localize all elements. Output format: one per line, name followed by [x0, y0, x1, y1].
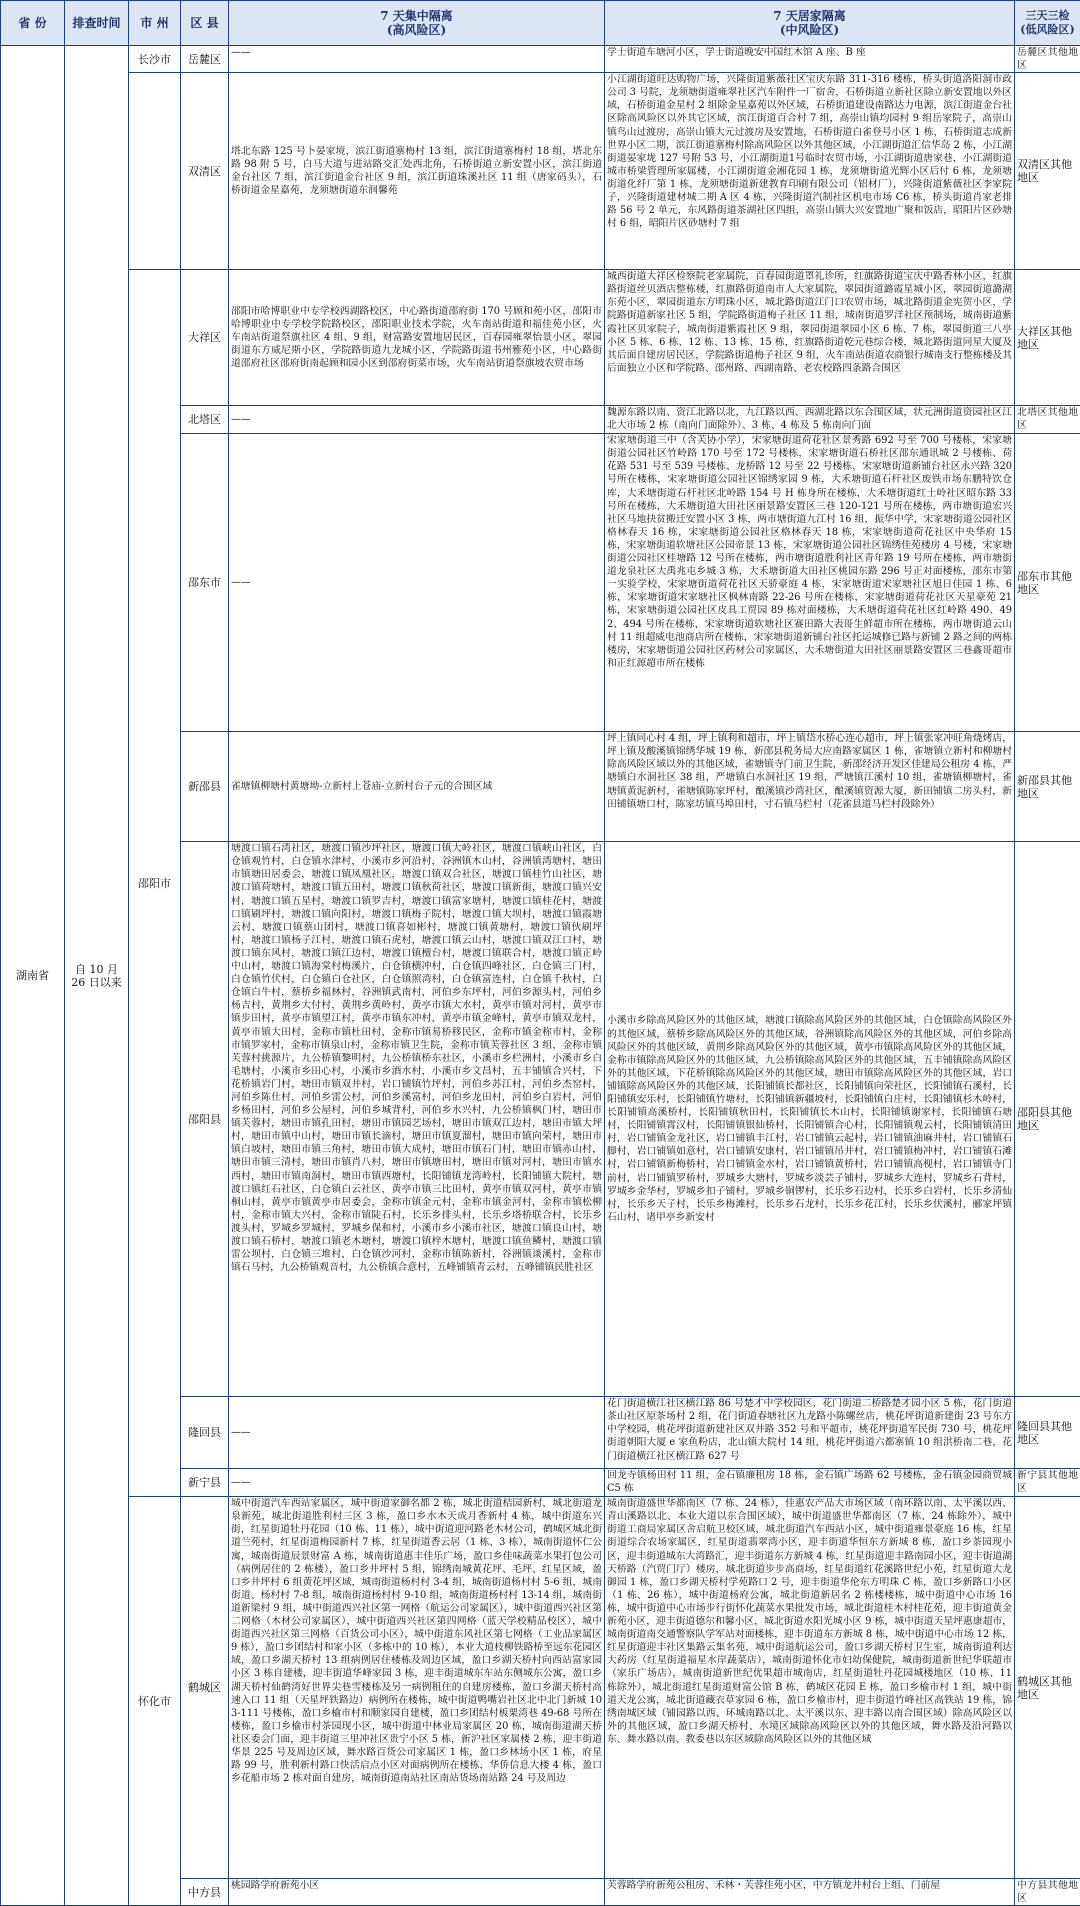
low-risk-cell: 新宁县其他地区 [1015, 1469, 1080, 1497]
high-risk-cell: 城中街道汽车西站家属区，城中街道家御名都 2 栋，城北街道桔园新村，城北街道龙泉新苑，城北街道胜利村三区 3 栋，盈口乡水木天成月香新村 4 栋，城中街道东兴街，红星街道牡丹花园（10 栋、11 栋），城中街道迎河路老木材公司，鹤城区城北街道兰苑村，红星街道梅园新村 7 栋，红星街道香云居（1 栋、3 栋），城南街道怀仁公寓，城南街道辰景财富 A 栋，城南街道惠丰佳乐广场，盈口乡佳味蔬菜水果打包公司（病例居住的 2 栋楼），盈口乡井坪村 5 组，锦绣南城黄花坪、毛坪、红星区域，盈口乡井坪村 6 组黄花坪区域，城南街道杨村村 3-4 组，城南街道杨村村 5-6 组，城南街道、杨村村 7-8 组，城南街道杨村村 9-10 组，城南街道杨村村 13-14 组，城南街道新梁村 9 组，城中街道西兴社区第一网格（航运公司家属区），城中街道西兴社区第二网格（木材公司家属区），城中街道西兴社区第四网格（蓝天学校精品校区），城中街道西兴社区第三网格（百货公司小区），城中街道东风社区第七网格（工业品家属区 9 栋），盈口乡团结村和家小区（多栋中的 10 栋），本业大道枝柳铁路桥至远东花园区域，盈口乡湖天桥村 13 组病例居住楼栋及周边区域，盈口乡湖天桥村向西站富家园小区 3 栋自建楼，迎丰街道华峰家园 3 栋，迎丰街道城东车站东侧城东公寓，盈口乡湖天桥村仙鹤湾好世界尖巷雪楼栋及另一病例租住的自建房楼栋，盈口乡湖天桥村高速入口 11 组（天星坪铁路边）病例所在楼栋，城中街道鸭嘴岩社区北中北门新城 103-111 号楼栋，盈口乡榆市村和顺家园自建楼，盈口乡团结村板栗湾巷 49-68 号所在楼栋，盈口乡榆市村茶园现小区，城中街道中林业局家属区 20 栋，城南街道湖天桥社区委会门面，迎丰街道三里冲社区贵宁小区 5 栋，新沪社区家属楼 2 栋，迎丰街道华景 225 号及周边区域，舞水路百货公司家属区 1 栋，盈口乡林场小区 1 栋，府星路 99 号，胜利新村路口快活启点小区对面病例所在楼栋，华侨信息大楼 4 栋，盈口乡花船市场 2 栋对面自建房，城南街道南站社区南站货场南站路 24 号及周边 [229, 1497, 605, 1879]
district-cell: 邵阳县 [181, 842, 229, 1397]
low-risk-cell: 新邵县其他地区 [1015, 732, 1080, 842]
district-cell: 新邵县 [181, 732, 229, 842]
district-cell: 双清区 [181, 73, 229, 270]
mid-risk-cell: 学士街道车塘河小区，学士街道晚安中国红木馆 A 座、B 座 [605, 46, 1015, 73]
low-risk-cell: 大祥区其他地区 [1015, 270, 1080, 406]
header-high-risk: 7 天集中隔离 (高风险区) [229, 1, 605, 46]
table-header-row [1, 1, 1080, 46]
district-cell: 邵东市 [181, 434, 229, 732]
high-risk-cell: 邵阳市哈博职业中专学校西湖路校区，中心路街道邵府街 170 号顾和苑小区，邵阳市哈博职业中专学校学院路校区，邵阳职业技术学院，火车南站街道和福佳苑小区，火车南站街道祭旗社区 4 组、9 组，财富路安置地居民区，百春园雍翠怡景小区，翠园街道东方威尼斯小区，学院路街道九龙城小区，学院路街道书州雅苑小区，中心路街道邵府社区邵府街南起顾和园小区到邵府街菜市场，火车南站街道祭旗坡农贸市场 [229, 270, 605, 406]
high-risk-cell: 雀塘镇柳塘村黄塘坳-立新村上苍庙-立新村台子元的合围区域 [229, 732, 605, 842]
province-cell: 湖南省 [1, 46, 65, 1906]
mid-risk-cell: 花门街道横江社区横江路 86 号楚才中学校园区，花门街道二桥路楚才园小区 5 栋，花门街道茶山社区原茶场村 2 组，花门街道春塘社区九龙路小陈螺丝店，桃花坪街道新建街 23 号东方中学校园，桃花坪街道新建社区双井路 352 号和平超市，桃花坪街道军民街 730 号，桃花坪街道朝阳大厦 e 家鱼粉店，北山镇大院村 14 组，桃花坪街道六都寨镇 10 组洪桥南二巷，花门街道横江社区横江路 627 号 [605, 1397, 1015, 1469]
header-district: 区 县 [181, 1, 229, 46]
district-cell: 鹤城区 [181, 1497, 229, 1879]
header-mid-risk: 7 天居家隔离 (中风险区) [605, 1, 1015, 46]
mid-risk-cell: 魏源东路以南、资江北路以北，九江路以西、西湖北路以东合围区域，状元洲街道资园社区江北大市场 2 栋（南向门面除外）、3 栋、4 栋及 5 栋南向门面 [605, 406, 1015, 434]
district-cell: 新宁县 [181, 1469, 229, 1497]
header-city: 市 州 [129, 1, 181, 46]
district-cell: 大祥区 [181, 270, 229, 406]
table-row [1, 73, 1080, 270]
city-cell: 邵阳市 [129, 270, 181, 1497]
high-risk-cell: 塔北东路 125 号卜晏家境，滨江街道寨梅村 13 组，滨江街道寨梅村 18 组，塔北东路 98 附 5 号，白马大道与进站路交汇处西北角，石桥街道立新安置小区，滨江街道金台社区 7 组，滨江街道金台社区 9 组，滨江街道珠溪社区 11 组（唐家码头），石桥街道金星嘉苑，龙须塘街道东润馨苑 [229, 73, 605, 270]
header-province: 省 份 [1, 1, 65, 46]
district-cell: 中方县 [181, 1879, 229, 1906]
high-risk-cell: —— [229, 1397, 605, 1469]
high-risk-cell: —— [229, 1469, 605, 1497]
city-cell: 长沙市 [129, 46, 181, 73]
high-risk-cell: 塘渡口镇石湾社区，塘渡口镇沙坪社区，塘渡口镇大岭社区，塘渡口镇峡山社区，白仓镇观竹村，白仓镇水津村，小溪市乡河沿村，谷洲镇木山村，谷洲镇湾塘村，塘田市镇塘田居委会，塘渡口镇凤凰社区，塘渡口镇双合社区，塘渡口镇桂竹山社区，塘渡口镇荷塘村，塘渡口镇五田村，塘渡口镇秋荷社区，塘渡口镇新街，塘渡口镇兴安村，塘渡口镇五星村，塘渡口镇罗吉村，塘渡口镇富家塘村，塘渡口镇桂花村，塘渡口镇刷坪村，塘渡口镇向阳村，塘渡口镇梅子院村，塘渡口镇大坝村，塘渡口镇霞塘云村，塘渡口镇蔡山团村，塘渡口镇喜如彬村，塘渡口镇黄塘村，塘渡口镇伙刷坪村，塘渡口镇杨子江村，塘渡口镇石虎村，塘渡口镇云山村，塘渡口镇双江口村，塘渡口镇东风村，塘渡口镇江边村，塘渡口镇檀台村，塘渡口镇联合村，塘渡口镇正岭中山村，塘渡口镇海棠村梅溪片，白仓镇横冲村，白仓镇四峰社区，白仓镇三门村，白仓镇竹伏村，白仓镇白仓社区，白仓镇照湾村，白仓镇富连村，白仓镇千秋村，白仓镇白牛村，蔡桥乡福林村，谷洲镇武南村，河伯乡东坪村，河伯乡源头村，河伯乡杨吉村，黄荆乡大付村，黄荆乡黄岭村，黄亭市镇大水村，黄亭市镇对河村，黄亭市镇步田村，黄亭市镇望江村，黄亭市镇东冲村，黄亭市镇金峰村，黄亭市镇双龙村，黄亭市镇大田村，金称市镇杜田村，金称市镇易桥移民区，金称市镇金称市村，金称市镇罗家村，金称市镇泉山村，金称市镇卫生院，金称市镇芙蓉社区 3 组，金称市镇芙蓉村挑源片，九公桥镇黎明村，九公桥镇桥东社区，小溪市乡栏洲村，小溪市乡白毛塘村，小溪市乡田心村，小溪市乡酒水村，小溪市乡文昌村，五丰铺镇合兴村，下花桥镇岩门村，塘田市镇双井村，岩口铺镇竹坪村，河伯乡苏江村，河伯乡杰窑村，河伯乡陈仕村，河伯乡雷公村，河伯乡溪富村，河伯乡龙田村，河伯乡白岩村，河伯乡杨田村，河伯乡公屋村，河伯乡城背村，河伯乡水兴村，九公桥镇枫门村，塘田市镇芙蓉村，塘田市镇孔田村，塘田市镇园艺场村，塘田市镇双江边村，塘田市镇大坪村，塘田市镇中山村，塘田市镇长滴村，塘田市镇夏溜村，塘田市镇向荣村，塘田市镇白坡村，塘田市镇三角村，塘田市镇大成村，塘田市镇石门村，塘田市镇赤山村，塘田市镇三清村，塘田市镇肖八村，塘田市镇塘田村，塘田市镇对河村，塘田市镇水西村，塘田市镇南洞村，塘田市镇西塘村，长阳铺镇龙湾岭村，长阳铺镇大院村，塘渡口镇红石社区，白仓镇白云社区，黄亭市镇三比田村，黄亭市镇双河村，黄亭市镇桐山村，黄亭市镇黄亭市居委会，金称市镇金元村，金称市镇金河村，金称市镇松柳村，金称市镇大兴村，金称市镇陡石村，长乐乡排头村，长乐乡塔桥联合村，长乐乡渡头村，罗城乡罗城村，罗城乡保和村，小溪市乡小溪市社区，塘渡口镇良山村，塘渡口镇石桥村，塘渡口镇老木塘村，塘渡口镇梓木塘村，塘渡口镇鱼鳞村，塘渡口镇雷公坝村，白仓镇三堆村，白仓镇沙河村，金称市镇陈新村，谷洲镇谈溪村，金称市镇石马村，九公桥镇观音村，九公桥镇合意村，五峰铺镇青云村，五峰铺镇民胜社区 [229, 842, 605, 1397]
low-risk-cell: 双清区其他地区 [1015, 73, 1080, 270]
city-cell-empty [129, 73, 181, 270]
header-low-risk: 三天三检 (低风险区) [1015, 1, 1080, 46]
mid-risk-cell: 小溪市乡除高风险区外的其他区域，塘渡口镇除高风险区外的其他区域，白仓镇除高风险区外的其他区域，蔡桥乡除高风险区外的其他区域，谷洲镇除高风险区外的其他区域，河伯乡除高风险区外的其他区域，黄荆乡除高风险区外的其他区域，黄亭市镇除高风险区外的其他区域，金称市镇除高风险区外的其他区域，九公桥镇除高风险区外的其他区域，五丰铺镇除高风险区外的其他区域，下花桥镇除高风险区外的其他区域，塘田市镇除高风险区外的其他区域，岩口铺镇除高风险区外的其他区域，长阳铺镇长都社区，长阳铺镇向荣社区，长阳铺镇石溪村，长阳铺镇安乐村，长阳铺镇竹塘村，长阳铺镇新疆坡村，长阳铺镇白庄村，长阳铺镇杉木岭村，长阳铺镇高溪桥村，长阳铺镇秋田村，长阳铺镇长木山村，长阳铺镇谢家村，长阳铺镇石塘村，长阳铺镇霄汉村，长阳铺镇银仙桥村，长阳铺镇合心村，长阳铺镇观云村，长阳铺镇清田村，岩口铺镇金龙社区，岩口铺镇丰江村，岩口铺镇云起村，岩口铺镇油麻井村，岩口铺镇石脚村，岩口铺镇如意村，岩口铺镇安康村，岩口铺镇吊井村，岩口铺镇梅冲村，岩口铺镇石滩村，岩口铺镇新梅桥村，岩口铺镇金水村，岩口铺镇黄桥村，岩口铺镇高枧村，岩口铺镇寺门前村，岩口铺镇罗桥村，罗城乡大塘村，罗城乡淡芸子铺村，罗城乡大连村，罗城乡石背村，罗城乡金华村，罗城乡扣子铺村，罗城乡铜锣村，长乐乡石边村，长乐乡白岩村，长乐乡清仙村，长乐乡天子村，长乐乡梅滩村，长乐乡石龙村，长乐乡花江村，长乐乡伏溪村，郦家坪镇石山村，诸甲亭乡新安村 [605, 842, 1015, 1397]
mid-risk-cell: 城西街道大祥区检察院老家属院，百春园街道罩礼诊所，红旗路街道宝庆中路香林小区，红旗路街道丝贝酒店整栋楼，红旗路街道南市人大家属院，翠园街道潞霞星城小区，翠园街道潞湖东苑小区，翠园街道东方明珠小区，城北路街道江门口农贸市场，城北路街道金宪贺小区，学院路街道新家社区 5 组，学院路街道梅子社区 11 组，城南街道罗洋社区预制场，城南街道紫霞社区贝家院子，城南街道紫霞社区 9 组，翠园街道翠园小区 6 栋、7 栋，翠园街道三八亭小区 5 栋、6 栋、12 栋、13 栋、15 栋，红旗路街道乾元巷综合楼，城北路街道同星大厦及其后面自建房居民区，学院路街道梅子社区 9 组，火车南站街道农商银行城南支行整栋楼及其后面独立小区和学院路、邵州路、西湖南路、老农校路四条路合围区 [605, 270, 1015, 406]
mid-risk-cell: 城南街道盛世华都南区（7 栋、24 栋），佳惠农产品大市场区域（南环路以南、太平溪以西、青山溪路以北、本业大道以东合围区域），城中街道盛世华都南区（7 栋、24 栋除外），城中街道工商局家属区舍启航卫校区域，城北街道汽车西站小区，城中街道雍景豪庭 16 栋，红星街道综合农场家属区，红星街道翡翠湾小区，迎丰街道华恒东方新城 8 栋，盈口乡茶园现小区，迎丰街道城东大湾路汇，迎丰街道东方新城 4 栋，红星街道迎丰路南园小区，迎丰街道湖天桥路（汽贸门厅）楼房，城北街道步步高商场，红星街道红花溪路世纪小苑，红星街道大龙御园 1 栋，盈口乡湖天桥村学苑路口 2 号，迎丰街道华伦东方明珠 C 栋，盈口乡新路口小区（1 栋、26 栋），城中街道杨府公寓，城北街道新居名 2 栋楼楼栋，城中街道中心市场 16 栋，城中街道中心市场步行街怀化蔬菜水果批发市场，城北街道桂木村桂花苑，迎丰街道黄金新苑小区，迎丰街道德尔和馨小区，城北街道水阳光城小区 9 栋，城中街道天星坪惠康超市，城南街道南交通警察队学军站对面楼栋，迎丰街道东方新城 8 栋，城中街道中心市场 12 栋，红星街道迎丰社区集路云集名苑，城中街道航运公司，盈口乡湖天桥村卫生室，城南街道利达大药房（红星街道福星水岸蔬菜店），城南街道怀化市妇幼保健院，城南街道新世纪华联超市（家乐广场店），城南街道新世纪优果超市城南店，红星街道牡丹花园城楼地区（10 栋、11 栋除外），城北街道红星街道财富公馆 B 栋，鹤城区花园 E 栋，盈口乡榆市村 1 组，城中街道天龙公寓，城北街道藏衣草家园 6 栋，盈口乡榆市村，迎丰街道竹峰社区高铁站 19 栋，锦绣南城区域（铺园路以西、环城南路以北、太平溪以东、迎丰路以南合围区域）除高风险区以外的其他区域，盈口乡湖天桥村、水境区域除高风险区以外的其他区域，舞水路及沿河路以东、舞水路以南、教委巷以东区域除高风险区以外的其他区域 [605, 1497, 1015, 1879]
low-risk-cell: 隆回县其他地区 [1015, 1397, 1080, 1469]
table-row [1, 270, 1080, 406]
low-risk-cell: 中方县其他地区 [1015, 1879, 1080, 1906]
mid-risk-cell: 坪上镇同心村 4 组，坪上镇利和超市，坪上镇岱水桥心连心超市，坪上镇张家冲旺角烧烤店，坪上镇及酸溪镇锦绣华城 19 栋，新邵县税务局大应南路家属区 1 栋，雀塘镇立新村和柳塘村除高风险区域以外的其他区域，雀塘镇寺门前卫生院，新邵经济开发区佳建局公租房 4 栋，严塘镇白水洞社区 38 组，严塘镇白水洞社区 19 组，严塘镇江溪村 10 组，雀塘镇柳塘村，雀塘镇黄泥新村，雀塘镇陈家坪村，酿溪镇沙湾社区，酿溪镇资源大厦，新田铺镇二房头村，新田铺镇塘口村，陈家坊镇马埠田村，寸石镇马栏村（花雀县道马栏村段除外） [605, 732, 1015, 842]
district-cell: 隆回县 [181, 1397, 229, 1469]
start-time-cell: 自 10 月 26 日以来 [65, 46, 129, 1906]
high-risk-cell: —— [229, 434, 605, 732]
low-risk-cell: 邵阳县其他地区 [1015, 842, 1080, 1397]
city-cell: 怀化市 [129, 1497, 181, 1906]
low-risk-cell: 北塔区其他地区 [1015, 406, 1080, 434]
district-cell: 北塔区 [181, 406, 229, 434]
mid-risk-cell: 小江湖街道旺达购物广场，兴隆街道紫薇社区宝庆东路 311-316 楼栋，桥头街道洛阳洞市政公司 3 号院，龙须塘街道雍翠社区汽车附件一厂宿舍，石桥街道立新社区除立新安置地以外区域，石桥街道金星村 2 组除金星嘉苑以外区域，石桥街道建设南路达力电源，滨江街道金台社区除高风险区以外其它区域，滨江街道百合村 7 组，高崇山镇均园村 9 组岳家院子，高崇山镇鸟山过渡房，高崇山镇大元过渡房及安置地，石桥街道白雀登号小区 1 栋，石桥街道志成新世界小区二期，滨江街道寨梅村除高风险区以外其他区域，小江湖街道汇信华岛 2 栋，小江湖街道晏家垅 127 号附 53 号，小江湖街道1号临时农贸市场，小江湖街道唐家巷，小江湖街道城市桥梁管理所家属楼，小江湖街道金湘花园 1 栋，龙须塘街道光辉小区后付 6 栋，龙须塘街道化纤厂第 1 栋，龙须塘街道新建教育印刷有限公司（铝材厂），兴隆街道紫薇社区李家院子，兴隆街道建材城二期 A 区 4 栋，兴隆街道汽制社区机电市场 C6 栋，桥头街道肖家老排路 56 号 2 单元，东风路街道茶湖社区四组，高崇山镇大兴安置地广聚和饭店，昭阳片区砂塘村 6 组，昭阳片区砂塘村 7 组 [605, 73, 1015, 270]
district-cell: 岳麓区 [181, 46, 229, 73]
mid-risk-cell: 芙蓉路学府新苑公租房、禾林・芙蓉佳苑小区，中方镇龙井村台上组、门前屋 [605, 1879, 1015, 1906]
low-risk-cell: 鹤城区其他地区 [1015, 1497, 1080, 1879]
high-risk-cell: 桃园路学府新苑小区 [229, 1879, 605, 1906]
header-start-time: 排查时间 [65, 1, 129, 46]
low-risk-cell: 邵东市其他地区 [1015, 434, 1080, 732]
mid-risk-cell: 宋家塘街道三中（含芙协小学），宋家塘街道荷花社区景秀路 692 号至 700 号楼栋，宋家塘街道公园社区竹岭路 170 号至 172 号楼栋，宋家塘街道石桥社区邵东通讯城 2 号楼栋、荷花路 531 号至 539 号楼栋、龙桥路 12 号至 22 号楼栋，宋家塘街道新铺台社区永兴路 320 号所在楼栋，宋家塘街道公园社区锦绣家园 9 栋，大禾塘街道石杆社区废铁市场东鹏特饮仓库，大禾塘街道石杆社区北岭路 154 号 H 栋身所在楼栋，大禾塘街道红土岭社区昭东路 33 号所在楼栋，大禾塘街道大田社区丽景路安置区三巷 120-121 号所在楼栋，两市塘街道宏兴社区马地抉贫搬迁安置小区 3 栋，两市塘街道九江村 16 组，振华中学，宋家塘街道公园社区格林春天 16 栋，宋家塘街道公园社区格林春天 18 栋，宋家塘街道荷花社区中央华府 15 栋，宋家塘街道软塘社区公园帝景 13 栋，宋家塘街道公园社区锦绣佳苑楼房 4 号楼，宋家塘街道公园社区桂塘路 12 号所在楼栋，两市塘街道胜利社区青年路 19 号所在楼栋，两市塘街道龙泉社区大禹兆屯乡城 3 栋，大禾塘街道大田社区桃园东路 296 号正对面楼栋，邵东市第一实验学校，宋家塘街道荷花社区天骄豪庭 4 栋，宋家塘街道宋家塘社区旭日佳园 1 栋、6 栋，宋家塘街道宋家塘社区枫林南路 22-26 号所在楼栋，宋家塘街道荷花社区天星豪苑 21 栋，宋家塘街道公园社区皮具工贸园 89 栋对面楼栋，大禾塘街道荷花社区红岭路 490、492、494 号所在楼栋，宋家塘街道软塘社区赛田路大表哥生鲜超市所在楼栋，两市塘街道云山村 11 组超威电池商店所在楼栋，宋家塘街道新铺台社区托运城修已路与新铺 2 路之间的两栋楼房，宋家塘街道公园社区药材公司家属区，大禾塘街道大田社区丽景路安置区三巷鑫哥超市和正红源超市所在楼栋 [605, 434, 1015, 732]
mid-risk-cell: 回龙寺镇杨田村 11 组，金石镇廉租房 18 栋，金石镇广场路 62 号楼栋，金石镇金园商贸城 C5 栋 [605, 1469, 1015, 1497]
high-risk-cell: —— [229, 46, 605, 73]
low-risk-cell: 岳麓区其他地区 [1015, 46, 1080, 73]
table-row [1, 1497, 1080, 1879]
table-row [1, 46, 1080, 73]
high-risk-cell: —— [229, 406, 605, 434]
